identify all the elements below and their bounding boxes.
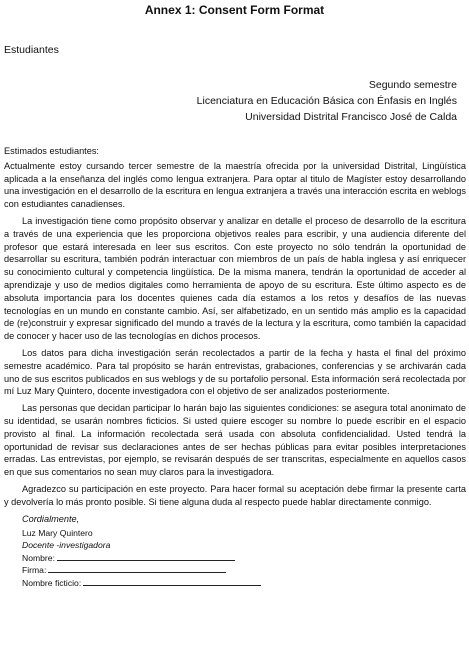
firma-blank[interactable] [48,564,226,573]
paragraph-thanks: Agradezco su participación en este proyecto. Para hacer formal su aceptación debe firmar la presente carta y devolvería lo más pronto posible. Si tiene alguna duda al respecto puede hablar directamente conmigo. [4,483,466,507]
paragraph-data-collection: Los datos para dicha investigación serán recolectados a partir de la fecha y hasta el final del próximo semestre académico. Para tal propósito se harán entrevistas, grabaciones, conferencias y se archivarán cada uno de sus escritos publicados en sus weblogs y de su portafolio personal. Esta información será recolectada por mí Luz Mary Quintero, docente investigadora con el objetivo de ser analizados posteriormente. [4,347,466,397]
greeting: Estimados estudiantes: [4,146,99,156]
paragraph-intro: Actualmente estoy cursando tercer semestre de la maestría ofrecida por la universidad Distrital, Lingüística aplicada a la enseñanza del inglés como lengua extranjera. Para optar al titulo de Magíster estoy desarrollando una investigación en el desarrollo de la escritura en lengua extranjera a través una interacción escrita en weblogs con estudiantes canadienses. [4,160,466,210]
firma-row [22,564,466,577]
ficticio-label: Nombre ficticio: [22,577,82,588]
university-line: Universidad Distrital Francisco José de Calda [245,111,457,123]
paragraph-conditions: Las personas que decidan participar lo harán bajo las siguientes condiciones: se asegura total anonimato de su identidad, se usarán nombres ficticios. Si usted quiere escoger su nombre lo puede escribir en el espacio provisto al final. La información recolectada será usada con absoluta confidencialidad. Usted tendrá la oportunidad de revisar sus declaraciones antes de ser hechas públicas para evitar posibles interpretaciones erradas. Las entrevistas, por ejemplo, se revisarán después de ser transcritas, especialmente en aquellos casos en que sus comentarios no sean muy claros para la investigadora. [4,403,466,478]
ficticio-blank[interactable] [83,577,261,586]
ficticio-row [22,577,466,590]
institution-block [197,77,457,125]
addressee: Estudiantes [4,44,59,56]
signature-block [4,528,466,589]
program-line: Licenciatura en Educación Básica con Énfasis en Inglés [196,95,457,107]
paragraph-purpose: La investigación tiene como propósito observar y analizar en detalle el proceso de desarrollo de la escritura a través de una experiencia que les proporciona objetivos reales para escribir, y una audiencia diferente del profesor que estará interesada en leer sus escritos. Con este proyecto no sólo tendrán la oportunidad de desarrollar su escritura, también podrán interactuar con miembros de un país de habla inglesa y así enriquecer su conocimiento cultural y competencia lingüística. De la misma manera, tendrán la oportunidad de acceder al aprendizaje y uso de medios digitales como herramienta de apoyo de su escritura. Este último aspecto es de absoluta importancia para los docentes quienes cada día estamos a los retos y desafíos de las nuevas tecnologías en un mundo en constante cambio. Así, ser alfabetizado, en un sentido más amplio es la capacidad de (re)construir y expresar significado del mundo a través de la lectura y la escritura, como también la capacidad de conocer y hacer uso de las tecnologías en dichos procesos. [4,215,466,342]
letter-body [4,145,466,589]
nombre-row [22,552,466,565]
document-title: Annex 1: Consent Form Format [144,3,325,17]
firma-label: Firma: [22,565,47,576]
semester-line: Segundo semestre [368,79,457,91]
closing: Cordialmente, [22,513,80,524]
signer-role: Docente -investigadora [22,539,111,550]
signer-name: Luz Mary Quintero [22,528,93,539]
nombre-label: Nombre: [22,552,55,563]
nombre-blank[interactable] [57,552,235,561]
